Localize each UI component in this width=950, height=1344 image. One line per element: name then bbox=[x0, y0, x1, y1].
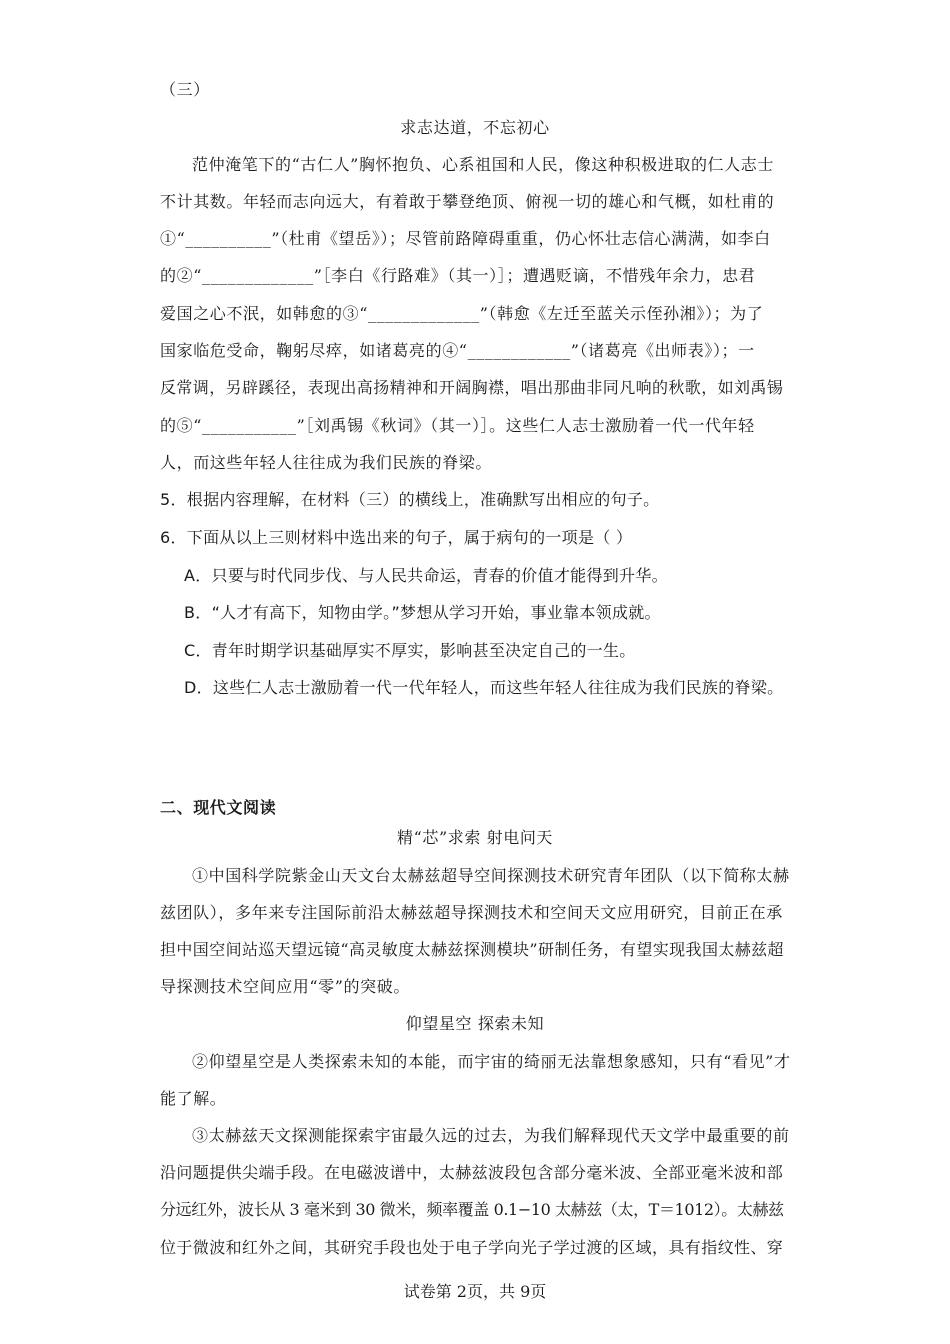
option-a: A．只要与时代同步伐、与人民共命运，青春的价值才能得到升华。 bbox=[184, 566, 668, 585]
text-line: 分远红外，波长从 3 毫米到 30 微米，频率覆盖 0.1−10 太赫兹（太，T＝1012）。太赫兹 bbox=[160, 1200, 784, 1219]
text-line: ①“__________”（杜甫《望岳》）；尽管前路障碍重重，仍心怀壮志信心满满，如李白 bbox=[160, 229, 771, 248]
text-line: 能了解。 bbox=[160, 1089, 227, 1108]
text-line: 不计其数。年轻而志向远大，有着敢于攀登绝顶、俯视一切的雄心和气概，如杜甫的 bbox=[160, 192, 775, 211]
text-line: 担中国空间站巡天望远镜“高灵敏度太赫兹探测模块”研制任务，有望实现我国太赫兹超 bbox=[160, 940, 784, 959]
text-line: 范仲淹笔下的“古仁人”胸怀抱负、心系祖国和人民，像这种积极进取的仁人志士 bbox=[192, 155, 774, 174]
text-line: 爱国之心不泯，如韩愈的③“_____________”（韩愈《左迁至蓝关示侄孙湘》）；为了 bbox=[160, 304, 764, 323]
text-line: ①中国科学院紫金山天文台太赫兹超导空间探测技术研究青年团队（以下简称太赫 bbox=[192, 866, 790, 885]
option-d: D．这些仁人志士激励着一代一代年轻人，而这些年轻人往往成为我们民族的脊梁。 bbox=[184, 678, 784, 697]
section-title: 求志达道，不忘初心 bbox=[400, 118, 550, 137]
page-footer: 试卷第 2页，共 9页 bbox=[403, 1282, 547, 1301]
section-label: （三） bbox=[160, 80, 210, 99]
text-line: 国家临危受命，鞠躬尽瘁，如诸葛亮的④“____________”（诸葛亮《出师表》）；一 bbox=[160, 341, 755, 360]
part2-heading: 二、现代文阅读 bbox=[160, 798, 277, 817]
question-6: 6．下面从以上三则材料中选出来的句子，属于病句的一项是（ ） bbox=[160, 528, 633, 547]
text-line: 沿问题提供尖端手段。在电磁波谱中，太赫兹波段包含部分毫米波、全部亚毫米波和部 bbox=[160, 1163, 784, 1182]
text-line: 兹团队），多年来专注国际前沿太赫兹超导探测技术和空间天文应用研究，目前正在承 bbox=[160, 903, 783, 922]
text-line: 的⑤“___________”［刘禹锡《秋词》（其一）］。这些仁人志士激励着一代一代年轻 bbox=[160, 416, 755, 435]
text-line: 人，而这些年轻人往往成为我们民族的脊梁。 bbox=[160, 453, 493, 472]
text-line: 反常调，另辟蹊径，表现出高扬精神和开阔胸襟，唱出那曲非同凡响的秋歌，如刘禹锡 bbox=[160, 378, 784, 397]
text-line: ③太赫兹天文探测能探索宇宙最久远的过去，为我们解释现代天文学中最重要的前 bbox=[192, 1126, 790, 1145]
text-line: 位于微波和红外之间，其研究手段也处于电子学向光子学过渡的区域，具有指纹性、穿 bbox=[160, 1238, 784, 1257]
article-subtitle: 仰望星空 探索未知 bbox=[405, 1014, 545, 1033]
option-c: C．青年时期学识基础厚实不厚实，影响甚至决定自己的一生。 bbox=[184, 641, 636, 660]
question-5: 5．根据内容理解，在材料（三）的横线上，准确默写出相应的句子。 bbox=[160, 490, 660, 509]
text-line: ②仰望星空是人类探索未知的本能，而宇宙的绮丽无法靠想象感知，只有“看见”才 bbox=[192, 1052, 791, 1071]
article-title: 精“芯”求索 射电问天 bbox=[396, 828, 554, 847]
option-b: B．“人才有高下，知物由学。”梦想从学习开始，事业靠本领成就。 bbox=[184, 603, 661, 622]
text-line: 导探测技术空间应用“零”的突破。 bbox=[160, 977, 410, 996]
text-line: 的②“_____________”［李白《行路难》（其一）］；遭遇贬谪，不惜残年余力，忠君 bbox=[160, 266, 756, 285]
